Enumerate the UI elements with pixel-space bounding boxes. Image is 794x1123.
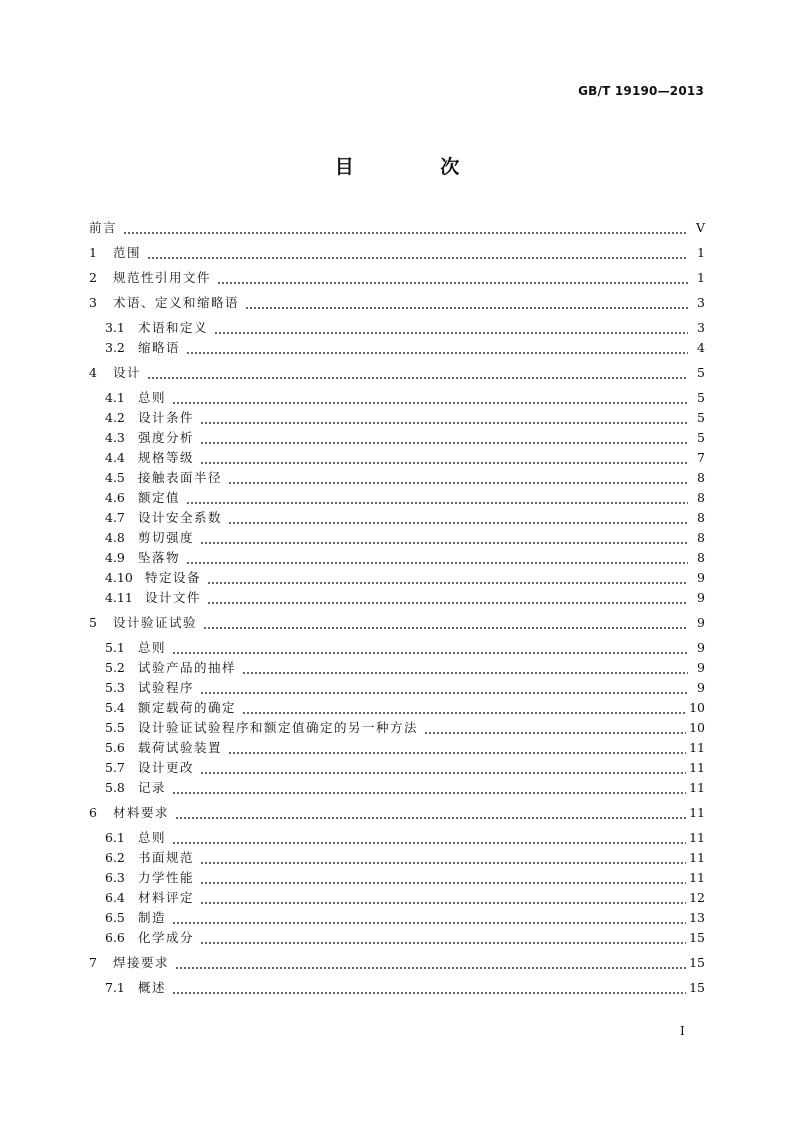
toc-entry-page: 5 bbox=[697, 410, 705, 425]
toc-entry-number: 5.8 bbox=[105, 780, 125, 795]
toc-entry-text: 坠落物 bbox=[138, 550, 181, 565]
toc-entry-number: 4.2 bbox=[105, 410, 125, 425]
toc-entry[interactable] bbox=[89, 408, 705, 428]
toc-leader-dots bbox=[200, 442, 688, 444]
toc-entry[interactable] bbox=[89, 828, 705, 848]
toc-entry[interactable] bbox=[89, 468, 705, 488]
toc-leader-dots bbox=[242, 672, 688, 674]
toc-entry-page: 8 bbox=[697, 510, 705, 525]
toc-entry-text: 概述 bbox=[138, 980, 167, 995]
toc-leader-dots bbox=[200, 422, 688, 424]
toc-entry-text: 强度分析 bbox=[138, 430, 195, 445]
toc-entry-page: 11 bbox=[689, 805, 705, 820]
toc-entry-page: 9 bbox=[697, 660, 705, 675]
toc-entry-text: 术语和定义 bbox=[138, 320, 209, 335]
toc-entry-page: 11 bbox=[689, 830, 705, 845]
toc-entry-text: 材料评定 bbox=[138, 890, 195, 905]
toc-leader-dots bbox=[245, 307, 688, 309]
toc-entry-number: 7.1 bbox=[105, 980, 125, 995]
toc-entry-number: 1 bbox=[89, 245, 97, 260]
toc-leader-dots bbox=[172, 842, 686, 844]
toc-entry-page: 7 bbox=[697, 450, 705, 465]
toc-entry-number: 3.2 bbox=[105, 340, 125, 355]
toc-entry-number: 4.11 bbox=[105, 590, 133, 605]
toc-entry-text: 额定值 bbox=[138, 490, 181, 505]
toc-entry-text: 特定设备 bbox=[145, 570, 202, 585]
toc-entry-number: 4.4 bbox=[105, 450, 125, 465]
toc-entry[interactable] bbox=[89, 568, 705, 588]
toc-leader-dots bbox=[147, 257, 688, 259]
toc-entry[interactable] bbox=[89, 758, 705, 778]
toc-entry-page: 11 bbox=[689, 850, 705, 865]
toc-leader-dots bbox=[200, 462, 688, 464]
toc-entry[interactable] bbox=[89, 388, 705, 408]
toc-entry-text: 规格等级 bbox=[138, 450, 195, 465]
toc-entry-text: 设计验证试验 bbox=[113, 615, 198, 630]
toc-entry-page: 15 bbox=[689, 980, 705, 995]
toc-entry-number: 5 bbox=[89, 615, 97, 630]
toc-entry[interactable] bbox=[89, 268, 705, 288]
standard-code: GB/T 19190—2013 bbox=[578, 84, 704, 98]
toc-leader-dots bbox=[172, 792, 686, 794]
toc-leader-dots bbox=[123, 232, 688, 234]
toc-entry-text: 设计安全系数 bbox=[138, 510, 223, 525]
toc-entry-page: 11 bbox=[689, 740, 705, 755]
toc-entry-number: 5.2 bbox=[105, 660, 125, 675]
toc-entry-page: 8 bbox=[697, 490, 705, 505]
toc-leader-dots bbox=[172, 652, 688, 654]
toc-entry[interactable] bbox=[89, 508, 705, 528]
toc-entry-page: 4 bbox=[697, 340, 705, 355]
toc-entry-number: 6.5 bbox=[105, 910, 125, 925]
toc-leader-dots bbox=[186, 562, 688, 564]
toc-entry-page: 11 bbox=[689, 870, 705, 885]
toc-entry-page: 5 bbox=[697, 365, 705, 380]
toc-leader-dots bbox=[214, 332, 688, 334]
toc-entry-number: 4.6 bbox=[105, 490, 125, 505]
toc-entry-number: 4.5 bbox=[105, 470, 125, 485]
toc-leader-dots bbox=[175, 817, 686, 819]
toc-entry[interactable] bbox=[89, 338, 705, 358]
toc-leader-dots bbox=[424, 732, 686, 734]
toc-entry-page: 9 bbox=[697, 615, 705, 630]
toc-leader-dots bbox=[200, 772, 686, 774]
toc-entry[interactable] bbox=[89, 318, 705, 338]
toc-entry-number: 5.5 bbox=[105, 720, 125, 735]
toc-entry-page: 12 bbox=[689, 890, 705, 905]
toc-entry-page: 3 bbox=[697, 320, 705, 335]
toc-leader-dots bbox=[228, 522, 688, 524]
toc-entry-text: 接触表面半径 bbox=[138, 470, 223, 485]
toc-leader-dots bbox=[200, 882, 686, 884]
toc-entry-number: 4.3 bbox=[105, 430, 125, 445]
toc-entry[interactable] bbox=[89, 778, 705, 798]
toc-entry-number: 5.4 bbox=[105, 700, 125, 715]
toc-entry-page: 1 bbox=[697, 245, 705, 260]
toc-entry-text: 记录 bbox=[138, 780, 167, 795]
toc-entry-number: 5.7 bbox=[105, 760, 125, 775]
toc-entry[interactable] bbox=[89, 698, 705, 718]
toc-entry-text: 试验产品的抽样 bbox=[138, 660, 237, 675]
toc-entry-page: 15 bbox=[689, 930, 705, 945]
toc-entry[interactable] bbox=[89, 678, 705, 698]
toc-entry[interactable] bbox=[89, 613, 705, 633]
page-title: 目 次 bbox=[334, 156, 500, 178]
toc-entry-text: 缩略语 bbox=[138, 340, 181, 355]
toc-entry-text: 前言 bbox=[89, 220, 118, 235]
toc-entry-page: 10 bbox=[689, 700, 705, 715]
toc-entry[interactable] bbox=[89, 718, 705, 738]
toc-entry-text: 制造 bbox=[138, 910, 167, 925]
toc-entry-text: 额定载荷的确定 bbox=[138, 700, 237, 715]
toc-entry-page: 11 bbox=[689, 780, 705, 795]
toc-entry-text: 力学性能 bbox=[138, 870, 195, 885]
toc-leader-dots bbox=[207, 602, 688, 604]
toc-entry[interactable] bbox=[89, 658, 705, 678]
toc-entry-text: 范围 bbox=[113, 245, 142, 260]
toc-entry-page: 15 bbox=[689, 955, 705, 970]
toc-entry-number: 4.9 bbox=[105, 550, 125, 565]
toc-entry-page: 10 bbox=[689, 720, 705, 735]
toc-entry-page: 8 bbox=[697, 530, 705, 545]
toc-entry[interactable] bbox=[89, 588, 705, 608]
toc-entry-page: 13 bbox=[689, 910, 705, 925]
toc-leader-dots bbox=[200, 902, 686, 904]
toc-leader-dots bbox=[207, 582, 688, 584]
toc-entry-number: 5.1 bbox=[105, 640, 125, 655]
toc-leader-dots bbox=[172, 922, 686, 924]
toc-entry-number: 6.2 bbox=[105, 850, 125, 865]
toc-entry-text: 规范性引用文件 bbox=[113, 270, 212, 285]
page-number: I bbox=[680, 1024, 685, 1038]
toc-entry-page: 3 bbox=[697, 295, 705, 310]
toc-entry[interactable] bbox=[89, 428, 705, 448]
toc-entry-number: 5.3 bbox=[105, 680, 125, 695]
toc-entry-number: 6.1 bbox=[105, 830, 125, 845]
toc-entry-page: 8 bbox=[697, 470, 705, 485]
toc-entry-number: 6 bbox=[89, 805, 97, 820]
toc-entry[interactable] bbox=[89, 848, 705, 868]
toc-entry-text: 化学成分 bbox=[138, 930, 195, 945]
toc-leader-dots bbox=[200, 542, 688, 544]
toc-entry-page: 9 bbox=[697, 640, 705, 655]
toc-entry[interactable] bbox=[89, 868, 705, 888]
toc-leader-dots bbox=[200, 942, 686, 944]
toc-leader-dots bbox=[217, 282, 688, 284]
toc-entry[interactable] bbox=[89, 908, 705, 928]
toc-entry[interactable] bbox=[89, 243, 705, 263]
toc-entry-page: 5 bbox=[697, 390, 705, 405]
toc-entry-text: 术语、定义和缩略语 bbox=[113, 295, 240, 310]
toc-entry-number: 5.6 bbox=[105, 740, 125, 755]
toc-leader-dots bbox=[228, 752, 686, 754]
toc-leader-dots bbox=[186, 352, 688, 354]
toc-entry[interactable] bbox=[89, 363, 705, 383]
toc-entry-text: 设计验证试验程序和额定值确定的另一种方法 bbox=[138, 720, 419, 735]
toc-entry-page: 5 bbox=[697, 430, 705, 445]
toc-entry-text: 设计 bbox=[113, 365, 142, 380]
toc-entry[interactable] bbox=[89, 448, 705, 468]
toc-entry-page: 8 bbox=[697, 550, 705, 565]
toc-entry-text: 书面规范 bbox=[138, 850, 195, 865]
toc-leader-dots bbox=[200, 862, 686, 864]
toc-entry[interactable] bbox=[89, 293, 705, 313]
toc-entry[interactable] bbox=[89, 978, 705, 998]
toc-entry[interactable] bbox=[89, 738, 705, 758]
toc-leader-dots bbox=[175, 967, 686, 969]
toc-leader-dots bbox=[200, 692, 688, 694]
toc-leader-dots bbox=[203, 627, 688, 629]
toc-entry-text: 焊接要求 bbox=[113, 955, 170, 970]
toc-entry[interactable] bbox=[89, 548, 705, 568]
toc-entry-number: 4 bbox=[89, 365, 97, 380]
toc-entry-number: 6.6 bbox=[105, 930, 125, 945]
toc-leader-dots bbox=[172, 402, 688, 404]
toc-entry-page: 11 bbox=[689, 760, 705, 775]
toc-entry-page: 9 bbox=[697, 590, 705, 605]
toc-entry-number: 4.10 bbox=[105, 570, 133, 585]
toc-entry[interactable] bbox=[89, 928, 705, 948]
toc-entry-number: 3 bbox=[89, 295, 97, 310]
toc-entry-text: 材料要求 bbox=[113, 805, 170, 820]
toc-entry[interactable] bbox=[89, 638, 705, 658]
toc-entry-number: 4.1 bbox=[105, 390, 125, 405]
toc-entry-text: 剪切强度 bbox=[138, 530, 195, 545]
toc-leader-dots bbox=[186, 502, 688, 504]
toc-entry-page: 9 bbox=[697, 570, 705, 585]
toc-entry-text: 总则 bbox=[138, 640, 167, 655]
toc-entry-text: 载荷试验装置 bbox=[138, 740, 223, 755]
toc-leader-dots bbox=[242, 712, 686, 714]
table-of-contents bbox=[89, 218, 705, 998]
toc-entry-text: 设计更改 bbox=[138, 760, 195, 775]
toc-entry-number: 4.7 bbox=[105, 510, 125, 525]
toc-entry-text: 设计文件 bbox=[145, 590, 202, 605]
toc-leader-dots bbox=[228, 482, 688, 484]
toc-leader-dots bbox=[147, 377, 688, 379]
toc-entry[interactable] bbox=[89, 953, 705, 973]
toc-entry-number: 3.1 bbox=[105, 320, 125, 335]
toc-entry[interactable] bbox=[89, 488, 705, 508]
toc-entry[interactable] bbox=[89, 803, 705, 823]
toc-entry-page: 1 bbox=[697, 270, 705, 285]
toc-entry-text: 试验程序 bbox=[138, 680, 195, 695]
toc-entry-page: 9 bbox=[697, 680, 705, 695]
toc-leader-dots bbox=[172, 992, 686, 994]
toc-entry[interactable] bbox=[89, 888, 705, 908]
toc-entry[interactable] bbox=[89, 218, 705, 238]
toc-entry[interactable] bbox=[89, 528, 705, 548]
toc-entry-number: 7 bbox=[89, 955, 97, 970]
toc-entry-number: 2 bbox=[89, 270, 97, 285]
toc-entry-number: 6.3 bbox=[105, 870, 125, 885]
toc-entry-text: 总则 bbox=[138, 830, 167, 845]
toc-entry-number: 6.4 bbox=[105, 890, 125, 905]
toc-entry-text: 设计条件 bbox=[138, 410, 195, 425]
toc-entry-text: 总则 bbox=[138, 390, 167, 405]
toc-entry-number: 4.8 bbox=[105, 530, 125, 545]
toc-entry-page: V bbox=[695, 220, 705, 235]
